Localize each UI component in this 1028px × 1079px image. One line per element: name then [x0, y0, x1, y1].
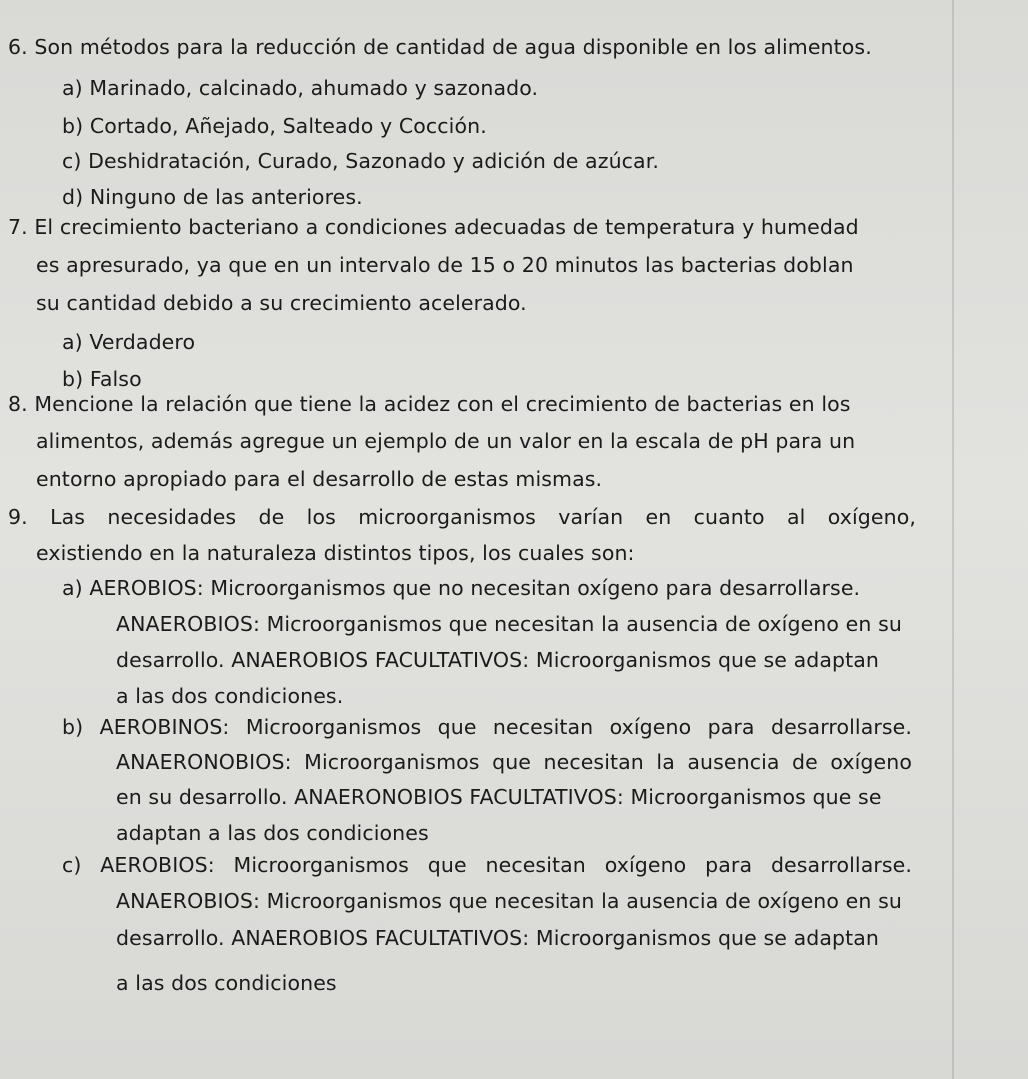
- q6-stem: 6. Son métodos para la reducción de cantidad de agua disponible en los alimentos.: [8, 35, 872, 59]
- q9-stem-line-2: existiendo en la naturaleza distintos tipos, los cuales son:: [36, 541, 635, 565]
- q6-option-c: c) Deshidratación, Curado, Sazonado y adición de azúcar.: [62, 149, 659, 173]
- q8-stem-line-3: entorno apropiado para el desarrollo de estas mismas.: [36, 467, 603, 491]
- q9-option-c-line-3: desarrollo. ANAEROBIOS FACULTATIVOS: Microorganismos que se adaptan: [116, 926, 880, 950]
- paper-crease: [952, 0, 954, 1079]
- q8-stem-line-2: alimentos, además agregue un ejemplo de un valor en la escala de pH para un: [36, 429, 856, 453]
- q6-option-b: b) Cortado, Añejado, Salteado y Cocción.: [62, 114, 487, 138]
- q9-option-a-line-2: ANAEROBIOS: Microorganismos que necesitan la ausencia de oxígeno en su: [116, 612, 902, 636]
- q7-stem-line-1: 7. El crecimiento bacteriano a condiciones adecuadas de temperatura y humedad: [8, 215, 859, 239]
- q9-option-a-line-1: a) AEROBIOS: Microorganismos que no necesitan oxígeno para desarrollarse.: [62, 576, 861, 600]
- q9-option-b-line-1: b) AEROBINOS: Microorganismos que necesitan oxígeno para desarrollarse.: [62, 715, 912, 739]
- q6-option-a: a) Marinado, calcinado, ahumado y sazonado.: [62, 76, 539, 100]
- q9-option-c-line-1: c) AEROBIOS: Microorganismos que necesitan oxígeno para desarrollarse.: [62, 853, 912, 877]
- q9-option-b-line-2: ANAERONOBIOS: Microorganismos que necesitan la ausencia de oxígeno: [116, 750, 912, 774]
- q9-option-a-line-3: desarrollo. ANAEROBIOS FACULTATIVOS: Microorganismos que se adaptan: [116, 648, 880, 672]
- q7-option-a: a) Verdadero: [62, 330, 196, 354]
- q8-stem-line-1: 8. Mencione la relación que tiene la acidez con el crecimiento de bacterias en los: [8, 392, 851, 416]
- q6-option-d: d) Ninguno de las anteriores.: [62, 185, 363, 209]
- q7-stem-line-2: es apresurado, ya que en un intervalo de 15 o 20 minutos las bacterias doblan: [36, 253, 854, 277]
- q9-option-c-line-2: ANAEROBIOS: Microorganismos que necesitan la ausencia de oxígeno en su: [116, 889, 902, 913]
- q9-option-c-line-4: a las dos condiciones: [116, 971, 337, 995]
- q9-option-a-line-4: a las dos condiciones.: [116, 684, 344, 708]
- q7-stem-line-3: su cantidad debido a su crecimiento acelerado.: [36, 291, 527, 315]
- q7-option-b: b) Falso: [62, 367, 142, 391]
- q9-stem-line-1: 9. Las necesidades de los microorganismos varían en cuanto al oxígeno,: [8, 505, 916, 529]
- q9-option-b-line-3: en su desarrollo. ANAERONOBIOS FACULTATIVOS: Microorganismos que se: [116, 785, 882, 809]
- q9-option-b-line-4: adaptan a las dos condiciones: [116, 821, 429, 845]
